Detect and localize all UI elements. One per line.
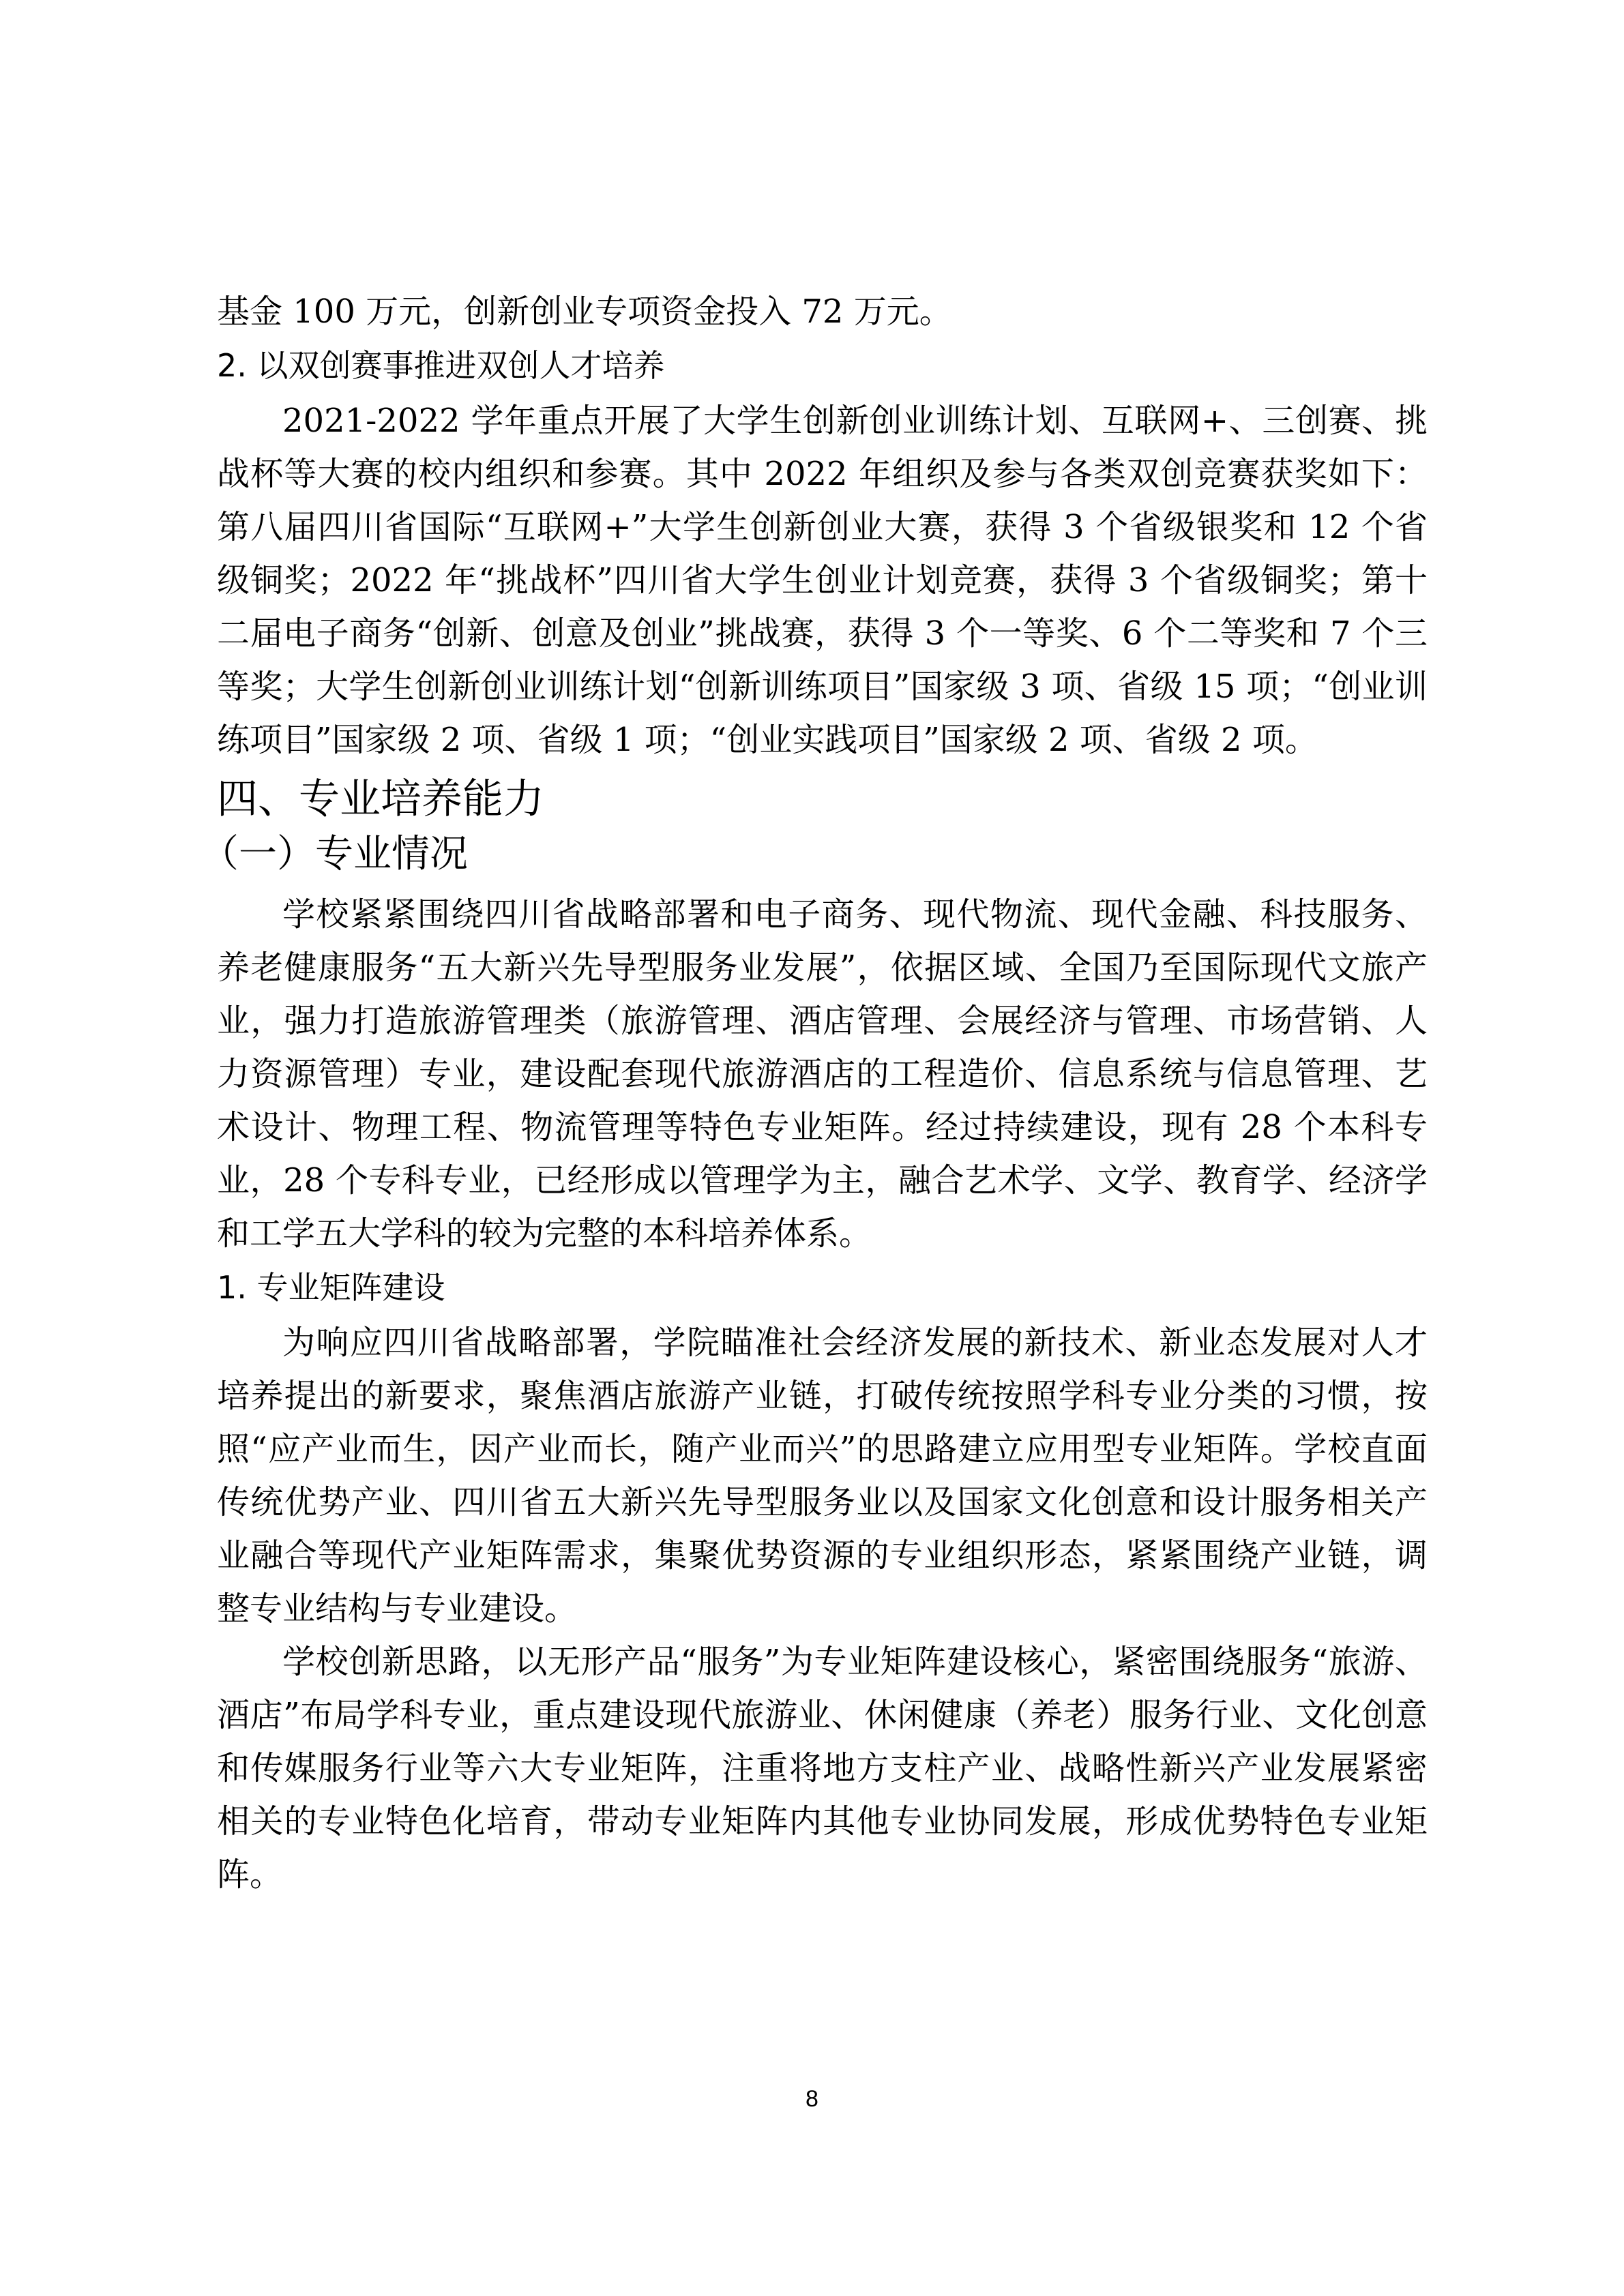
page-number: 8 <box>806 2086 818 2112</box>
paragraph-matrix-2: 学校创新思路，以无形产品“服务”为专业矩阵建设核心，紧密围绕服务“旅游、酒店”布局学科专业，重点建设现代旅游业、休闲健康（养老）服务行业、文化创意和传媒服务行业等六大专业矩阵，注重将地方支柱产业、战略性新兴产业发展紧密相关的专业特色化培育，带动专业矩阵内其他专业协同发展，形成优势特色专业矩阵。 <box>217 1643 1428 1894</box>
section-heading: （一）专业情况 <box>201 832 468 876</box>
subheading-competitions: 2. 以双创赛事推进双创人才培养 <box>217 347 665 384</box>
chapter-heading: 四、专业培养能力 <box>217 775 544 823</box>
page-content <box>201 285 1428 1901</box>
paragraph-funding-continued: 基金 100 万元，创新创业专项资金投入 72 万元。 <box>217 293 952 331</box>
subheading-matrix: 1. 专业矩阵建设 <box>217 1269 445 1306</box>
paragraph-majors: 学校紧紧围绕四川省战略部署和电子商务、现代物流、现代金融、科技服务、养老健康服务“五大新兴先导型服务业发展”，依据区域、全国乃至国际现代文旅产业，强力打造旅游管理类（旅游管理、酒店管理、会展经济与管理、市场营销、人力资源管理）专业，建设配套现代旅游酒店的工程造价、信息系统与信息管理、艺术设计、物理工程、物流管理等特色专业矩阵。经过持续建设，现有 28 个本科专业，28 个专科专业，已经形成以管理学为主，融合艺术学、文学、教育学、经济学和工学五大学科的较为完整的本科培养体系。 <box>217 895 1428 1253</box>
paragraph-competitions: 2021-2022 学年重点开展了大学生创新创业训练计划、互联网+、三创赛、挑战杯等大赛的校内组织和参赛。其中 2022 年组织及参与各类双创竞赛获奖如下：第八届四川省国际“互联网+”大学生创新创业大赛，获得 3 个省级银奖和 12 个省级铜奖；2022 年“挑战杯”四川省大学生创业计划竞赛，获得 3 个省级铜奖；第十二届电子商务“创新、创意及创业”挑战赛，获得 3 个一等奖、6 个二等奖和 7 个三等奖；大学生创新创业训练计划“创新训练项目”国家级 3 项、省级 15 项；“创业训练项目”国家级 2 项、省级 1 项；“创业实践项目”国家级 2 项、省级 2 项。 <box>217 402 1428 759</box>
paragraph-matrix-1: 为响应四川省战略部署，学院瞄准社会经济发展的新技术、新业态发展对人才培养提出的新要求，聚焦酒店旅游产业链，打破传统按照学科专业分类的习惯，按照“应产业而生，因产业而长，随产业而兴”的思路建立应用型专业矩阵。学校直面传统优势产业、四川省五大新兴先导型服务业以及国家文化创意和设计服务相关产业融合等现代产业矩阵需求，集聚优势资源的专业组织形态，紧紧围绕产业链，调整专业结构与专业建设。 <box>217 1324 1428 1628</box>
